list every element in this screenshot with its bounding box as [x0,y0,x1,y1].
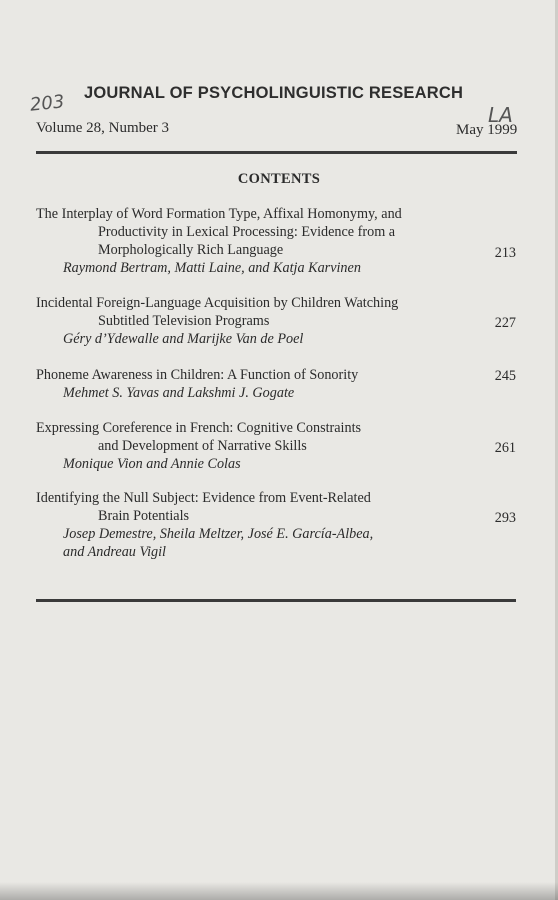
article-title-line: Brain Potentials [98,508,190,524]
article-title-line: The Interplay of Word Formation Type, Affixal Homonymy, and [36,206,402,222]
article-authors: and Andreau Vigil [63,544,166,560]
bottom-rule [36,599,516,602]
article-title-line: Expressing Coreference in French: Cognitive Constraints [36,420,362,436]
article-title-line: Incidental Foreign-Language Acquisition by Children Watching [36,295,399,311]
scan-shadow [0,882,558,900]
handwritten-note-right: LA [488,103,513,127]
top-rule [36,151,517,154]
toc-entry [36,366,516,402]
issue-date: May 1999 [456,122,518,138]
article-title-line: Morphologically Rich Language [98,242,284,258]
page-number: 245 [494,368,516,384]
article-authors: Monique Vion and Annie Colas [63,456,241,472]
page-number: 261 [494,440,516,456]
article-title-line: Phoneme Awareness in Children: A Function of Sonority [36,367,359,383]
article-title-line: and Development of Narrative Skills [98,438,307,454]
volume-number: Volume 28, Number 3 [36,120,170,136]
journal-title: JOURNAL OF PSYCHOLINGUISTIC RESEARCH [84,84,464,102]
page-number: 213 [494,245,516,261]
article-authors: Josep Demestre, Sheila Meltzer, José E. García-Albea, [63,526,374,542]
toc-entry [36,205,516,277]
toc-entry [36,489,516,561]
page-number: 293 [494,510,516,526]
article-title-line: Subtitled Television Programs [98,313,270,329]
toc-entry [36,294,516,348]
page-number: 227 [494,315,516,331]
toc-entry [36,419,516,473]
article-authors: Raymond Bertram, Matti Laine, and Katja Karvinen [63,260,361,276]
article-authors: Mehmet S. Yavas and Lakshmi J. Gogate [63,385,295,401]
contents-heading: CONTENTS [237,171,321,187]
article-authors: Géry d’Ydewalle and Marijke Van de Poel [63,331,304,347]
article-title-line: Productivity in Lexical Processing: Evidence from a [98,224,396,240]
handwritten-note-left: 203 [28,91,66,116]
article-title-line: Identifying the Null Subject: Evidence from Event-Related [36,490,371,506]
